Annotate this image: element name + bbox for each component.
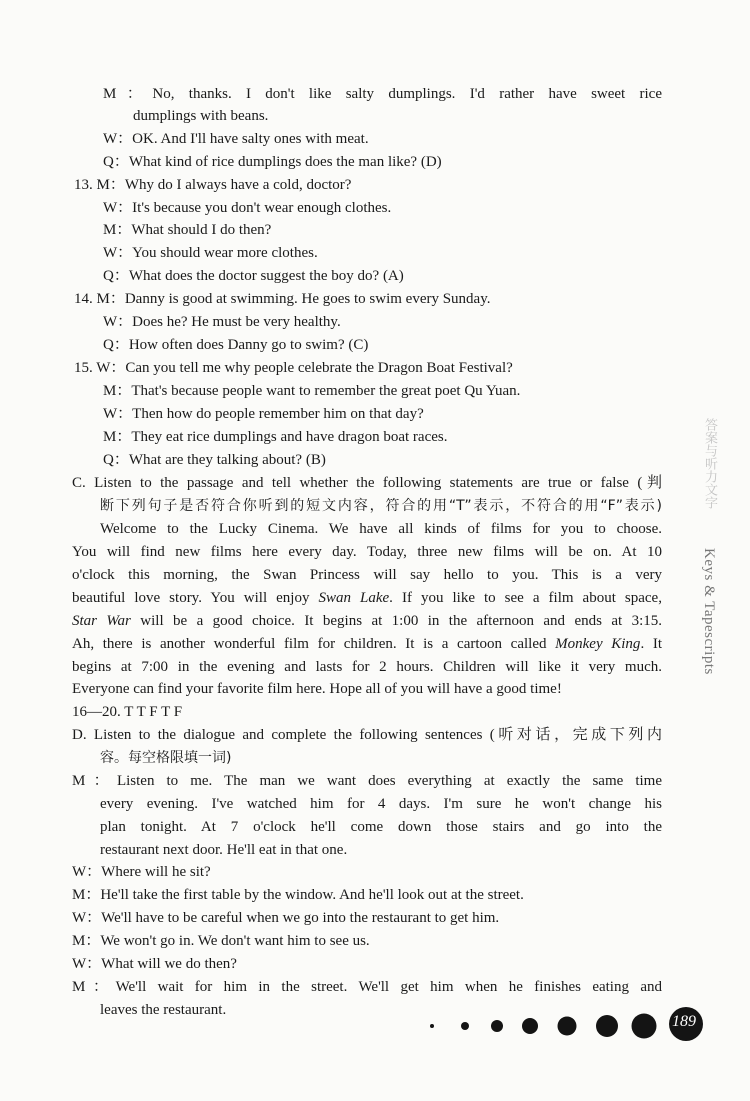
text-line: Q：How often does Danny go to swim? (C) [103, 337, 369, 353]
text-line: Everyone can find your favorite film here. Hope all of you will have a good time! [72, 681, 562, 697]
dot-7 [632, 1014, 657, 1039]
text-line: 容。每空格限填一词) [100, 750, 232, 766]
text-line: M：Listen to me. The man we want does everything at exactly the same time [72, 773, 662, 789]
text-line: W：We'll have to be careful when we go into the restaurant to get him. [72, 910, 500, 926]
text-run: will be a good choice. It begins at 1:00 in the afternoon and ends at 3:15. [130, 613, 662, 629]
text-line: M：He'll take the first table by the window. And he'll look out at the street. [72, 887, 524, 903]
text-line: 15. W：Can you tell me why people celebrate the Dragon Boat Festival? [74, 360, 513, 376]
text-line: W：Then how do people remember him on that day? [103, 406, 424, 422]
text-line: plan tonight. At 7 o'clock he'll come down those stairs and go into the [100, 819, 662, 835]
dot-4 [522, 1018, 538, 1034]
text-line: Q：What does the doctor suggest the boy do? (A) [103, 268, 404, 284]
dot-2 [461, 1022, 469, 1030]
text-line: 16—20. T T F T F [72, 704, 183, 720]
side-tab-english: Keys & Tapescripts [701, 548, 717, 675]
film-title: Monkey King [555, 636, 641, 652]
text-run: . It [640, 636, 662, 652]
film-title: Star War [72, 613, 131, 629]
text-run: . If you like to see a film about space, [389, 590, 662, 606]
text-line: Q：What kind of rice dumplings does the man like? (D) [103, 154, 442, 170]
text-line: You will find new films here every day. Today, three new films will be on. At 10 [72, 544, 662, 560]
text-line: W：Does he? He must be very healthy. [103, 314, 341, 330]
dot-1 [430, 1024, 434, 1028]
text-line: 13. M：Why do I always have a cold, doctor? [74, 177, 352, 193]
text-line: Q：What are they talking about? (B) [103, 452, 326, 468]
text-line: o'clock this morning, the Swan Princess will say hello to you. This is a very [72, 567, 662, 583]
text-line: restaurant next door. He'll eat in that one. [100, 842, 348, 858]
text-run: Ah, there is another wonderful film for children. It is a cartoon called [72, 636, 556, 652]
text-line: dumplings with beans. [133, 108, 269, 124]
dot-6 [596, 1015, 618, 1037]
text-line: C. Listen to the passage and tell whether the following statements are true or false (判 [72, 475, 662, 491]
text-line: D. Listen to the dialogue and complete the following sentences (听对话，完成下列内 [72, 727, 662, 743]
page-number: 189 [672, 1013, 696, 1030]
text-run: beautiful love story. You will enjoy [72, 590, 319, 606]
text-line: M：We'll wait for him in the street. We'll get him when he finishes eating and [72, 979, 662, 995]
text-line: M：That's because people want to remember the great poet Qu Yuan. [103, 383, 521, 399]
text-line: 断下列句子是否符合你听到的短文内容，符合的用“T”表示，不符合的用“F”表示) [100, 498, 662, 514]
text-line: M：We won't go in. We don't want him to see us. [72, 933, 370, 949]
text-line: M：What should I do then? [103, 222, 272, 238]
dot-3 [491, 1020, 503, 1032]
text-line: W：OK. And I'll have salty ones with meat. [103, 131, 369, 147]
film-title: Swan Lake [318, 590, 390, 606]
text-line: W：It's because you don't wear enough clothes. [103, 200, 392, 216]
text-line: Welcome to the Lucky Cinema. We have all kinds of films for you to choose. [100, 521, 662, 537]
text-line: every evening. I've watched him for 4 days. I'm sure he won't change his [100, 796, 662, 812]
text-line: W：Where will he sit? [72, 864, 211, 880]
text-line: leaves the restaurant. [100, 1002, 227, 1018]
text-line: W：What will we do then? [72, 956, 237, 972]
text-line: M：They eat rice dumplings and have dragon boat races. [103, 429, 448, 445]
text-line: begins at 7:00 in the evening and lasts for 2 hours. Children will like it very much. [72, 659, 662, 675]
side-tab-chinese: 答案与听力文字 [702, 418, 717, 509]
dot-5 [558, 1017, 577, 1036]
text-line: W：You should wear more clothes. [103, 245, 318, 261]
text-line: M：No, thanks. I don't like salty dumplings. I'd rather have sweet rice [103, 86, 662, 102]
text-line: 14. M：Danny is good at swimming. He goes to swim every Sunday. [74, 291, 491, 307]
